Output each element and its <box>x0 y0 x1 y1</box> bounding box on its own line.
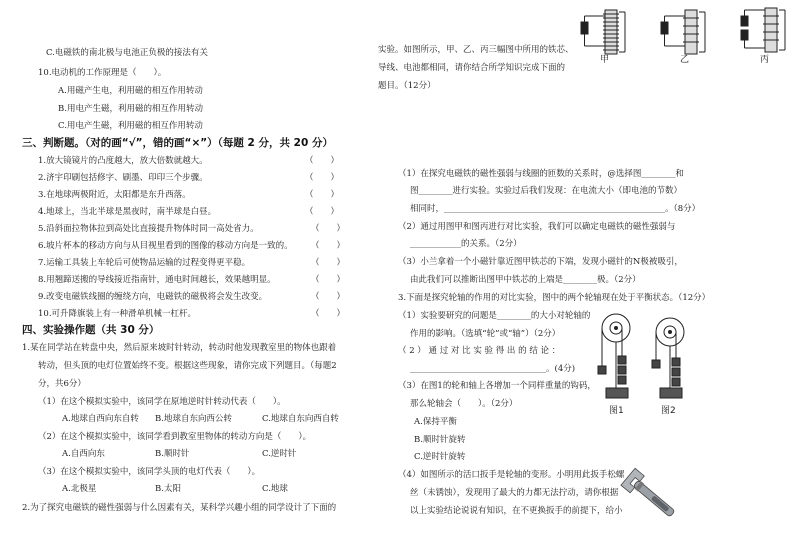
judge-6: 6.坡片杯本的移动方向与从目视里看到的图像的移动方向是一致的。 <box>38 241 293 251</box>
judge-3-paren: （ ） <box>305 190 340 200</box>
wheel-axle-figures <box>592 310 702 405</box>
exp-1-q1-option-a: A.地球自西向东自转 <box>62 414 139 424</box>
exp-2-cont-3: 题目。（12分） <box>378 81 436 91</box>
judge-7-paren: （ ） <box>311 258 346 268</box>
q3-p3-a: （3）在图1的轮和轴上各增加一个同样重量的钩码， <box>398 381 596 391</box>
electromagnet-figures <box>575 2 790 58</box>
figure-label-jia: 甲 <box>600 55 610 65</box>
exp-1-q3-option-a: A.北极星 <box>62 484 97 494</box>
q3-p2-b: ________________________________。(4分) <box>410 364 576 374</box>
q3-p4-b: 丝（未锈蚀），发现用了最大的力都无法拧动，请你根据 <box>410 488 619 498</box>
exp-2-cont-2: 导线、电池都相同，请你结合所学知识完成下面的 <box>378 63 566 73</box>
judge-6-paren: （ ） <box>311 241 346 251</box>
q3-p3-b: 那么轮轴会（ ）。（2分） <box>410 399 518 409</box>
q3-p4-a: （4）如图所示的活口扳手是轮轴的变形。小明用此扳手松螺 <box>398 470 625 480</box>
figure-label-yi: 乙 <box>680 55 690 65</box>
wheel-fig-label-1: 图1 <box>609 406 624 416</box>
judge-5-paren: （ ） <box>311 224 346 234</box>
judge-8: 8.用翘蹄送搬的导线接近指南针，通电时间越长，效果越明显。 <box>38 275 276 285</box>
q3-option-c: C.逆时针旋转 <box>414 452 466 462</box>
option-c-line: C.电磁铁的南北极与电池正负极的接法有关 <box>46 48 208 58</box>
question-10: 10.电动机的工作原理是（ ）。 <box>38 68 167 78</box>
exp-1-q2: （2）在这个模拟实验中，该同学看到教室里物体的转动方向是（ ）。 <box>38 432 312 442</box>
wheel-axle-fig2 <box>652 318 684 398</box>
exp-1-q3-option-c: C.地球 <box>262 484 288 494</box>
exp-1-q1: （1）在这个模拟实验中，该同学在原地逆时针转动代表（ ）。 <box>38 397 286 407</box>
exp-1-q2-option-c: C.逆时针 <box>262 449 297 459</box>
section-3-heading: 三、判断题。（对的画“√”，错的画“×”）（每题 2 分，共 20 分） <box>22 137 333 149</box>
judge-5: 5.沿斜面拉物体拉到高处比直接提升物体时同一高处省力。 <box>38 224 259 234</box>
figure-label-bing: 丙 <box>760 55 770 65</box>
judge-2: 2.济宇印刷包括修字、刷墨、印印三个步骤。 <box>38 173 208 183</box>
judge-1-paren: （ ） <box>305 156 340 166</box>
wheel-axle-fig1 <box>598 314 630 398</box>
exp-2-p1-a: （1）在探究电磁铁的磁性强弱与线圈的匝数的关系时，@选择图________和 <box>398 169 684 179</box>
judge-4: 4.地球上，当北半球是黑夜时，南半球是白昼。 <box>38 207 217 217</box>
q3-option-b: B.顺时针旋转 <box>414 435 466 445</box>
section-4-heading: 四、实验操作题（共 30 分） <box>22 324 160 336</box>
judge-9: 9.改变电磁铁线圈的缠绕方向，电磁铁的磁极将会发生改变。 <box>38 292 268 302</box>
exp-2-p3-b: 由此我们可以推断出图甲中铁芯的上端是________极。（2分） <box>410 275 641 285</box>
judge-9-paren: （ ） <box>311 292 346 302</box>
exp-2-cont-1: 实验。如图所示，甲、乙、丙三幅图中所用的铁芯、 <box>378 45 574 55</box>
judge-7: 7.运输工具装上车轮后可使物品运输的过程变得更平稳。 <box>38 258 251 268</box>
exp-1-q3: （3）在这个模拟实验中，该同学头顶的电灯代表（ ）。 <box>38 467 261 477</box>
judge-10: 10.可升降旗装上有一种滑单机械一杠杆。 <box>38 309 197 319</box>
judge-4-paren: （ ） <box>305 207 340 217</box>
exp-1-q2-option-b: B.顺时针 <box>155 449 190 459</box>
exp-1-q3-option-b: B.太阳 <box>155 484 181 494</box>
q3-p1-b: 作用的影响。（选填“轮”或“轴”）（2分） <box>410 329 561 339</box>
exp-1-text-b: 转动，但头顶的电灯位置始终不变。根据这些现象，请你完成下列题目。（每题2 <box>38 361 337 371</box>
q3-p1-a: （1）实验要研究的问题是________的大小对轮轴的 <box>398 311 591 321</box>
electromagnet-bing <box>741 8 785 52</box>
exp-1-text-c: 分，共6分） <box>38 379 86 389</box>
judge-10-paren: （ ） <box>311 309 346 319</box>
q10-option-a: A.用磁产生电，利用磁的相互作用转动 <box>58 86 203 96</box>
exp-2-text: 2.为了探究电磁铁的磁性强弱与什么因素有关，某科学兴趣小组的同学设计了下面的 <box>22 503 337 513</box>
judge-8-paren: （ ） <box>311 275 346 285</box>
exp-2-p3-a: （3）小兰拿着一个小磁针靠近图甲铁芯的下端，发现小磁针的N极被吸引， <box>398 257 683 267</box>
exp-1-q2-option-a: A.自西向东 <box>62 449 105 459</box>
wrench-icon <box>620 462 682 530</box>
exp-2-p2-b: ____________的关系。（2分） <box>410 239 522 249</box>
wheel-fig-label-2: 图2 <box>661 406 676 416</box>
exp-1-q1-option-b: B.地球自东向西公转 <box>155 414 232 424</box>
electromagnet-yi <box>661 10 705 54</box>
exp-2-p1-c: 相同时，____________________________________________________。（8分） <box>410 204 701 214</box>
judge-3: 3.在地球两极附近，太阳都是东升西落。 <box>38 190 191 200</box>
exp-2-p2-a: （2）通过用图甲和图丙进行对比实验，我们可以确定电磁铁的磁性强弱与 <box>398 222 676 232</box>
q3-p4-c: 以上实验结论说说有知识，在不更换扳手的前提下，给小 <box>410 506 623 516</box>
electromagnet-jia <box>581 10 625 54</box>
q10-option-b: B.用电产生磁，利用磁的相互作用转动 <box>58 104 203 114</box>
exp-2-p1-b: 图________进行实验。实验过后我们发现：在电流大小（即电池的节数） <box>410 186 683 196</box>
exp-1-text-a: 1.某在同学站在转盘中央，然后原来坡时针转动，转动时他发现教室里的物体也跟着 <box>22 343 337 353</box>
judge-1: 1.放大镜镜片的凸度越大，放大倍数就越大。 <box>38 156 208 166</box>
q10-option-c: C.用电产生磁，利用磁的相互作用转动 <box>58 121 203 131</box>
judge-2-paren: （ ） <box>305 173 340 183</box>
q3-option-a: A.保持平衡 <box>414 417 457 427</box>
q3-p2-a: （ 2 ） 通 过 对 比 实 验 得 出 的 结 论 ： <box>398 346 561 356</box>
question-3: 3.下面是探究轮轴的作用的对比实验，图中的两个轮轴现在处于平衡状态。（12分） <box>398 293 711 303</box>
exp-1-q1-option-c: C.地球自东向西自转 <box>262 414 339 424</box>
